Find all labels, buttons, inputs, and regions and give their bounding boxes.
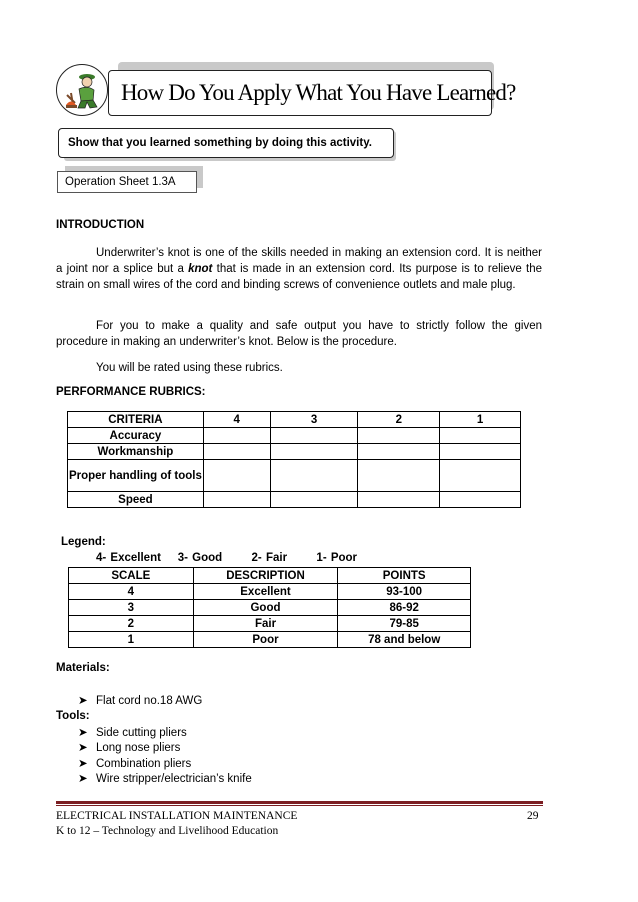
rubric-score-cell <box>440 460 521 492</box>
list-item: ➤ Wire stripper/electrician’s knife <box>78 772 252 787</box>
page-number: 29 <box>527 810 539 822</box>
rubric-score-cell <box>440 428 521 444</box>
table-row <box>68 492 521 508</box>
legend-col-header: POINTS <box>338 568 471 584</box>
operation-sheet-label: Operation Sheet 1.3A <box>57 171 197 193</box>
list-item: ➤ Side cutting pliers <box>78 726 252 741</box>
rubric-score-cell <box>440 444 521 460</box>
legend-item: 3- Good <box>177 552 223 564</box>
instruction-banner: Show that you learned something by doing this activity. <box>58 128 394 158</box>
table-row <box>69 616 471 632</box>
rubric-score-cell <box>270 428 358 444</box>
rubric-score-cell <box>358 428 440 444</box>
arrow-bullet-icon: ➤ <box>78 695 88 707</box>
mascot-logo <box>56 64 108 116</box>
legend-cell: Fair <box>193 616 338 632</box>
table-row <box>68 428 521 444</box>
rubrics-heading: PERFORMANCE RUBRICS: <box>56 386 206 398</box>
arrow-bullet-icon: ➤ <box>78 773 88 786</box>
arrow-bullet-icon: ➤ <box>78 727 88 739</box>
legend-cell: 78 and below <box>338 632 471 648</box>
footer-program: K to 12 – Technology and Livelihood Education <box>56 825 279 837</box>
rubric-criterion: Proper handling of tools <box>68 460 204 492</box>
rubrics-table <box>67 411 521 508</box>
intro-paragraph-3: You will be rated using these rubrics. <box>96 362 283 374</box>
rubric-criterion: Accuracy <box>68 428 204 444</box>
rubric-score-cell <box>203 492 270 508</box>
legend-cell: 79-85 <box>338 616 471 632</box>
intro-paragraph-1: Underwriter’s knot is one of the skills needed in making an extension cord. It is neither a joint nor a splice but a knot that is made in an extension cord. Its purpose is to relieve the strain on small wires of the cord and binding screws of convenience outlets and male plug. <box>56 247 542 291</box>
legend-cell: 4 <box>69 584 194 600</box>
rubrics-col-header: 4 <box>203 412 270 428</box>
legend-cell: 86-92 <box>338 600 471 616</box>
rubrics-col-header: 2 <box>358 412 440 428</box>
knot-emphasis: knot <box>188 263 213 275</box>
rubric-score-cell <box>358 492 440 508</box>
rubric-score-cell <box>270 492 358 508</box>
rubric-criterion: Speed <box>68 492 204 508</box>
intro-paragraph-2: For you to make a quality and safe output you have to strictly follow the given procedure in making an underwriter’s knot. Below is the procedure. <box>56 320 542 348</box>
arrow-bullet-icon: ➤ <box>78 757 88 770</box>
list-item: ➤ Combination pliers <box>78 757 252 772</box>
legend-col-header: SCALE <box>69 568 194 584</box>
tools-list <box>78 726 252 788</box>
legend-heading: Legend: <box>61 536 106 548</box>
legend-table <box>68 567 471 648</box>
legend-cell: 2 <box>69 616 194 632</box>
footer-rule <box>56 801 543 804</box>
legend-cell: 93-100 <box>338 584 471 600</box>
materials-list <box>78 694 202 709</box>
legend-cell: Good <box>193 600 338 616</box>
legend-cell: 3 <box>69 600 194 616</box>
rubrics-header-row <box>68 412 521 428</box>
rubric-score-cell <box>270 460 358 492</box>
table-row <box>69 584 471 600</box>
footer-course-title: ELECTRICAL INSTALLATION MAINTENANCE <box>56 810 298 822</box>
footer-rule-thin <box>56 805 543 806</box>
legend-header-row <box>69 568 471 584</box>
legend-item: 4- Excellent <box>96 552 161 564</box>
legend-cell: 1 <box>69 632 194 648</box>
table-row <box>69 600 471 616</box>
mascot-icon <box>57 65 106 114</box>
legend-cell: Excellent <box>193 584 338 600</box>
rubrics-col-header: CRITERIA <box>68 412 204 428</box>
table-row <box>68 460 521 492</box>
legend-scale-line <box>96 552 357 564</box>
list-item: ➤ Flat cord no.18 AWG <box>78 694 202 709</box>
page-title: How Do You Apply What You Have Learned? <box>108 70 492 116</box>
rubrics-col-header: 1 <box>440 412 521 428</box>
rubric-score-cell <box>203 460 270 492</box>
table-row <box>69 632 471 648</box>
legend-item: 2- Fair <box>251 552 288 564</box>
arrow-bullet-icon: ➤ <box>78 742 88 755</box>
tools-heading: Tools: <box>56 710 90 722</box>
rubric-score-cell <box>358 444 440 460</box>
rubric-criterion: Workmanship <box>68 444 204 460</box>
rubric-score-cell <box>440 492 521 508</box>
rubrics-col-header: 3 <box>270 412 358 428</box>
rubric-score-cell <box>203 444 270 460</box>
rubric-score-cell <box>203 428 270 444</box>
rubric-score-cell <box>358 460 440 492</box>
legend-col-header: DESCRIPTION <box>193 568 338 584</box>
legend-cell: Poor <box>193 632 338 648</box>
rubric-score-cell <box>270 444 358 460</box>
materials-heading: Materials: <box>56 662 110 674</box>
introduction-heading: INTRODUCTION <box>56 219 145 231</box>
table-row <box>68 444 521 460</box>
legend-item: 1- Poor <box>316 552 358 564</box>
list-item: ➤ Long nose pliers <box>78 741 252 756</box>
